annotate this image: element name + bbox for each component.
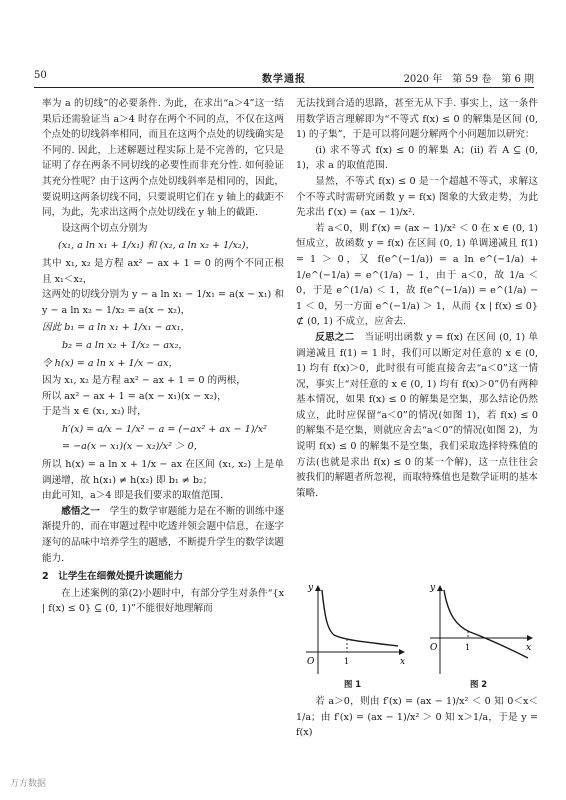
formula-h-derivative: h′(x) = a/x − 1/x² − a = (−ax² + ax − 1)/x² bbox=[62, 423, 267, 435]
page-number: 50 bbox=[34, 70, 47, 81]
figure-2 bbox=[422, 580, 538, 678]
y-label: y bbox=[308, 583, 314, 593]
insight-text: 学生的数学审题能力是在不断的训练中逐渐提升的，而在审题过程中吃透并领会题中信息，在逐字逐句的品味中培养学生的题感，不断提升学生的数学读题能力. bbox=[42, 505, 285, 564]
paragraph: 无法找到合适的思路，甚至无从下手. 事实上，这一条件用数学语言理解即为“不等式 f(x) ≤ 0 的解集是区间 (0, 1) 的子集”，于是可以将问题分解两个小问题加以研究： bbox=[296, 98, 538, 141]
paragraph: 由此可知，a＞4 即是我们要求的取值范围. bbox=[42, 490, 224, 502]
insight-heading: 感悟之一 bbox=[61, 505, 100, 517]
figure-2-caption: 图 2 bbox=[470, 679, 488, 689]
origin-label: O bbox=[307, 657, 315, 667]
formula-h: 令 h(x) = a ln x + 1/x − ax， bbox=[42, 357, 179, 369]
x-label: x bbox=[526, 643, 532, 653]
formula-h-derivative-factored: = −a(x − x₁)(x − x₂)/x² ＞ 0， bbox=[62, 441, 204, 453]
tick-label: 1 bbox=[344, 657, 350, 666]
y-label: y bbox=[430, 583, 436, 593]
figures bbox=[298, 580, 538, 690]
origin-label: O bbox=[430, 643, 438, 653]
reflection-text: 当证明出函数 y = f(x) 在区间 (0, 1) 单调递减且 f(1) = 1 时，我们可以断定对任意的 x ∈ (0, 1) 均有 f(x)＞0，此时很有可能直接舍去“a＜0”这一情况，事实上“对任意的 x ∈ (0, 1) 均有 f(x)＞0”仍有两种基本情况，如果 f(x) ≤ 0 的解集是空集，那么结论仍然成立，此时应保留“a＜0”的情况(如图 1)，若 f(x) ≤ 0 的解集不是空集，则就应舍去“a＜0”的情况(如图 2)，为说明 f(x) ≤ 0 的解集不是空集，我们采取选择特殊值的方法(也就是求出 f(x) ≤ 0 的某一个解)，这一点往往会被我们的解题者所忽视，而取特殊值也是数学证明的基本策略. bbox=[296, 331, 538, 499]
left-column bbox=[42, 96, 284, 617]
journal-title: 数学通报 bbox=[262, 74, 306, 85]
figure-1-caption: 图 1 bbox=[344, 679, 362, 689]
x-label: x bbox=[400, 657, 406, 667]
paragraph: 因为 x₁, x₂ 是方程 ax² − ax + 1 = 0 的两根， bbox=[42, 375, 246, 387]
paragraph: 设这两个切点分别为 bbox=[61, 222, 148, 234]
paragraph: 若 a＞0，则由 f′(x) = (ax − 1)/x² ＜ 0 知 0＜x＜1/a；由 f′(x) = (ax − 1)/x² ＞ 0 知 x＞1/a，于是 y = f(x) bbox=[296, 696, 538, 739]
paragraph: 所以 h(x) = a ln x + 1/x − ax 在区间 (x₁, x₂) 上是单调递增，故 h(x₁) ≠ h(x₂) 即 b₁ ≠ b₂； bbox=[42, 459, 284, 486]
paragraph: (i) 求不等式 f(x) ≤ 0 的解集 A；(ii) 若 A ⊆ (0, 1)，求 a 的取值范围. bbox=[296, 144, 538, 172]
issue-info: 2020 年 第 59 卷 第 6 期 bbox=[403, 74, 534, 85]
figure-1 bbox=[298, 580, 410, 678]
paragraph: 在上述案例的第(2)小题时中，有部分学生对条件“{x | f(x) ≤ 0} ⊆ (0, 1)”不能很好地理解而 bbox=[42, 587, 284, 615]
right-column bbox=[296, 96, 538, 501]
page-header bbox=[34, 70, 534, 84]
paragraph: 于是当 x ∈ (x₁, x₂) 时， bbox=[42, 406, 147, 418]
watermark: 万方数据 bbox=[10, 779, 47, 789]
paragraph: 这两处的切线分别为 y − a ln x₁ − 1/x₁ = a(x − x₁) 和 y − a ln x₂ − 1/x₂ = a(x − x₂)， bbox=[42, 289, 284, 316]
paragraph: 所以 ax² − ax + 1 = a(x − x₁)(x − x₂)， bbox=[42, 390, 227, 402]
reflection-heading: 反思之二 bbox=[315, 331, 355, 343]
paragraph: 率为 a 的切线”的必要条件. 为此，在求出“a＞4”这一结果后还需验证当 a＞4 时存在两个不同的点，不仅在这两个点处的切线斜率相同，而且在这两个点处的切线确实是不同的. 因此，上述解题过程实际上是不完善的，它只是证明了存在两条不同切线的必要性而非充分性. 如何验证其充分性呢？由于这两个点处切线斜率是相同的，因此，要说明这两条切线不同，只要说明它们在 y 轴上的截距不同，为此，先求出这两个点处切线在 y 轴上的截距. bbox=[42, 98, 284, 219]
reflection-paragraph bbox=[296, 330, 538, 502]
formula-b2: b₂ = a ln x₂ + 1/x₂ − ax₂， bbox=[62, 339, 188, 351]
paragraph: 显然，不等式 f(x) ≤ 0 是一个超越不等式，求解这个不等式时需研究函数 y = f(x) 图象的大致走势，为此先求出 f′(x) = (ax − 1)/x². bbox=[296, 175, 538, 219]
curve bbox=[322, 590, 398, 646]
paragraph: 若 a＜0，则 f′(x) = (ax − 1)/x² ＜ 0 在 x ∈ (0, 1) 恒成立，故函数 y = f(x) 在区间 (0, 1) 单调递减且 f(1) = 1 ＞ 0，又 f(e^(−1/a)) = a ln e^(−1/a) + 1/e^(−1/a) = e^(1/a) − 1，由于 a＜0，故 1/a ＜ 0，于是 e^(1/a) ＜ 1，故 f(e^(−1/a)) = e^(1/a) − 1 ＜ 0，另一方面 e^(−1/a) ＞ 1，从而 {x | f(x) ≤ 0} ⊄ (0, 1) 不成立，应舍去. bbox=[296, 222, 538, 328]
right-column-tail bbox=[296, 694, 538, 741]
formula-tangent-points: (x₁, a ln x₁ + 1/x₁) 和 (x₂, a ln x₂ + 1/x₂)， bbox=[58, 240, 256, 252]
insight-paragraph bbox=[42, 504, 284, 566]
section-heading: 2 让学生在细微处提升读题能力 bbox=[42, 571, 183, 583]
curve bbox=[444, 590, 528, 658]
paragraph: 其中 x₁, x₂ 是方程 ax² − ax + 1 = 0 的两个不同正根且 x₁＜x₂， bbox=[42, 257, 284, 285]
header-rule bbox=[34, 87, 534, 88]
formula-b1: 因此 b₁ = a ln x₁ + 1/x₁ − ax₁， bbox=[42, 322, 191, 334]
tick-label: 1 bbox=[465, 643, 471, 652]
